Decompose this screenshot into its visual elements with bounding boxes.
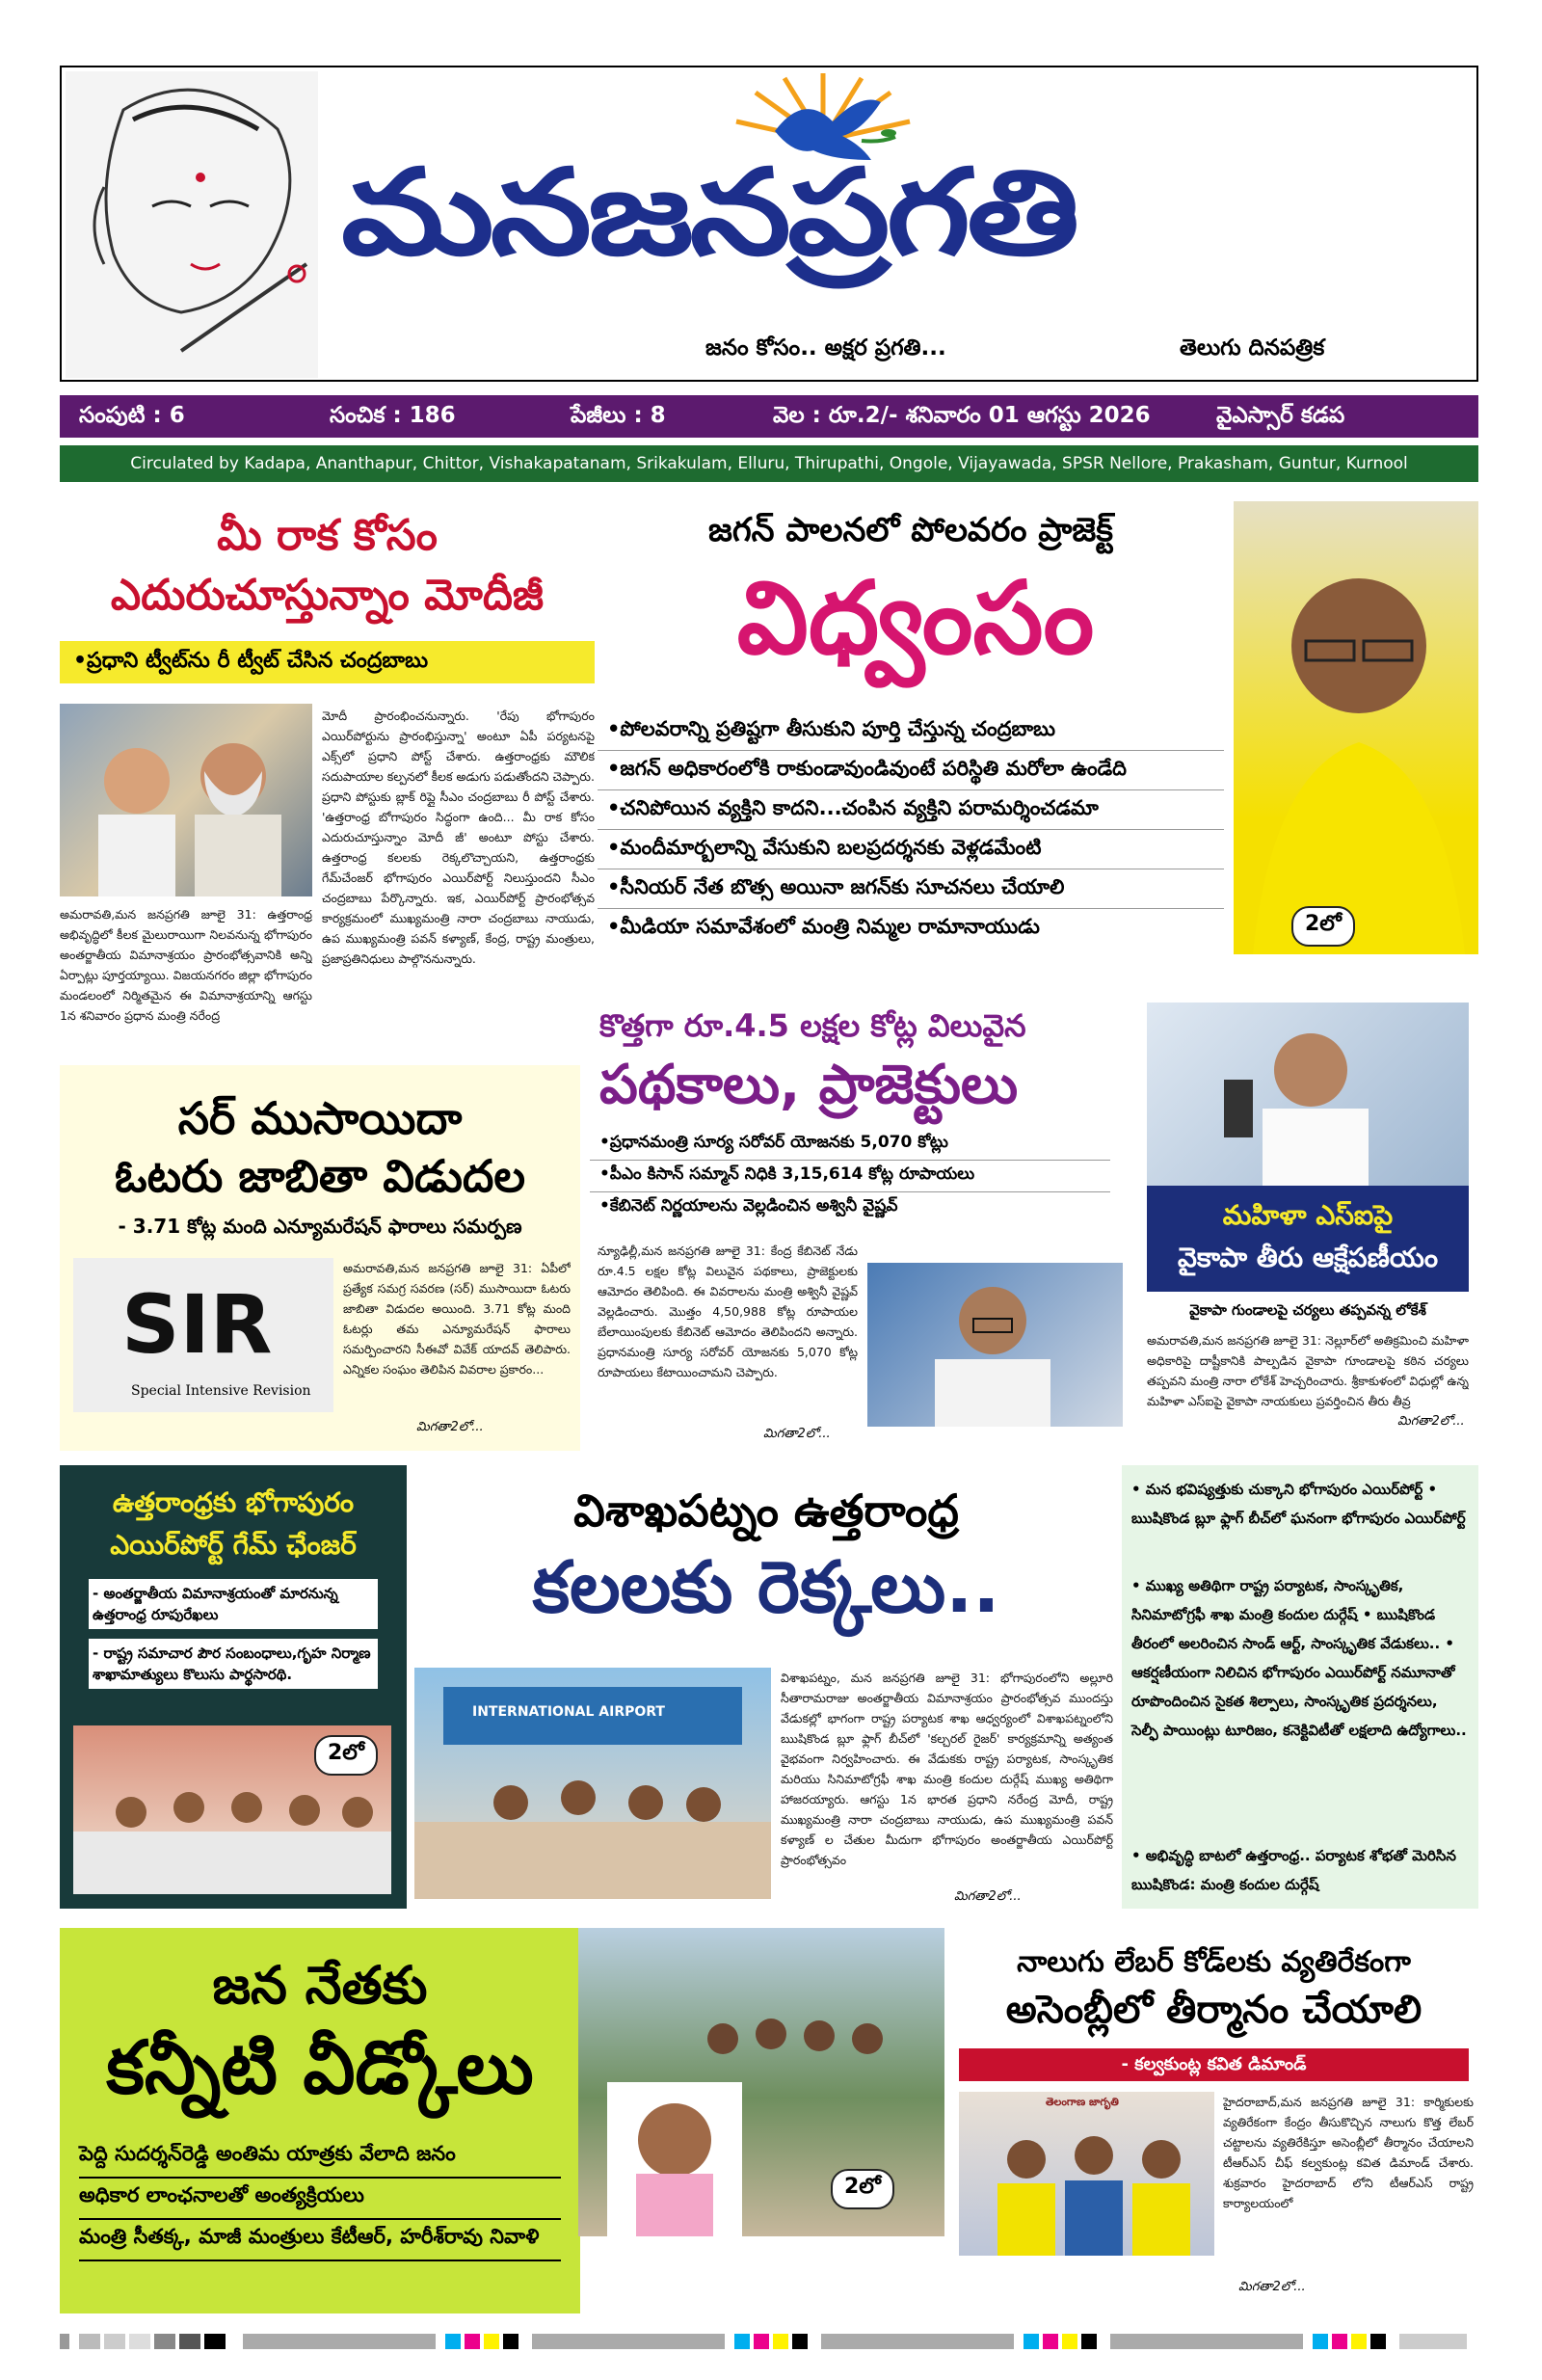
bullet-schemes: •కేబినెట్ నిర్ణయాలను వెల్లడించిన అశ్వినీ వైష్ణవ్ <box>599 1196 898 1216</box>
price-date-label: వెల : రూ.2/- శనివారం 01 ఆగస్టు 2026 <box>773 403 1151 428</box>
issue-info-bar <box>60 395 1478 438</box>
headline-modi-2: ఎదురుచూస్తున్నాం మోదీజీ <box>110 571 545 620</box>
headline-polavaram: విధ్వంసం <box>736 559 1095 677</box>
jump-labour: మిగతా2లో... <box>1238 2280 1306 2294</box>
volume-label: సంపుటి : 6 <box>79 403 185 428</box>
story-sir <box>60 1065 580 1451</box>
body-modi-right: మోదీ ప్రారంభించనున్నారు. 'రేపు భోగాపురం ఎయిర్‌పోర్టును ప్రారంభిస్తున్నా' అంటూ ఏపీ పర్యటనపై ఎక్స్‌లో ప్రధాని పోస్ట్ చేశారు. ఉత్తరాంధ్రకు మౌలిక సదుపాయాల కల్పనలో కీలక అడుగు పడుతోందని చెప్పారు. ప్రధాని పోస్టుకు బ్లాక్ రిప్లై సీఎం చంద్రబాబు రీ పోస్ట్ చేశారు. 'ఉత్తరాంధ్ర బోగాపురం సిద్ధంగా ఉంది... మీ రాక కోసం ఎదురుచూస్తున్నాం మోదీ జీ' అంటూ పోస్టు చేశారు. ఉత్తరాంధ్ర కలలకు రెక్కలొచ్చాయని, ఉత్తరాంధ్రకు గేమ్‌చేంజర్ భోగాపురం ఎయిర్‌పోర్ట్ నిలుస్తుందని సీఎం చంద్రబాబు పేర్కొన్నారు. ఇక, ఎయిర్‌పోర్ట్ ప్రారంభోత్సవ కార్యక్రమంలో ముఖ్యమంత్రి నారా చంద్రబాబు నాయుడు, ఉప ముఖ్యమంత్రి పవన్ కళ్యాణ్, కేంద్ర, రాష్ట్ర మంత్రులు, ప్రజాప్రతినిధులు పాల్గొననున్నారు. <box>322 709 595 966</box>
story-lokesh <box>1137 988 1478 1451</box>
lokesh-header-box <box>1147 1186 1469 1292</box>
body-lokesh: అమరావతి,మన జనప్రగతి జూలై 31: నెల్లూర్‌లో అతిక్రమించి మహిళా అధికారిపై దాష్టీకానికి పాల్పడిన వైకాపా గూండాలపై కఠిన చర్యలు తప్పవని మంత్రి నారా లోకేశ్ హెచ్చరించారు. శ్రీకాకుళంలో విధుల్లో ఉన్న మహిళా ఎస్ఐపై వైకాపా నాయకులు ప్రవర్తించిన తీరు తీవ్ర <box>1147 1333 1469 1408</box>
story-vizag <box>414 1465 1118 1909</box>
bullet-polavaram: •మందీమార్బలాన్ని వేసుకుని బలప్రదర్శనకు వెళ్లడమేంటి <box>607 836 1042 859</box>
body-sir: అమరావతి,మన జనప్రగతి జూలై 31: ఏపీలో ప్రత్యేక సమగ్ర సవరణ (సర్) ముసాయిదా ఓటరు జాబితా విడుదల అయింది. 3.71 కోట్ల మంది ఓటర్లు తమ ఎన్యూమరేషన్ ఫారాలు సమర్పించారని సీఈవో వివేక్ యాదవ్ తెలిపారు. ఎన్నికల సంఘం తెలిపిన వివరాల ప్రకారం... <box>343 1261 571 1377</box>
ashwini-vaishnaw-photo <box>867 1263 1123 1427</box>
headline-farewell-2: కన్నీటి వీడ్కోలు <box>106 2024 534 2110</box>
jump-polavaram: 2లో <box>1291 906 1355 947</box>
masthead <box>60 66 1478 382</box>
bullet-schemes: •ప్రధానమంత్రి సూర్య సరోవర్ యోజనకు 5,070 కోట్లు <box>599 1133 948 1152</box>
bullet-rushikonda: • మన భవిష్యత్తుకు చుక్కాని భోగాపురం ఎయిర్‌పోర్ట్ • ఋషికొండ బ్లూ ఫ్లాగ్ బీచ్‌లో ఘనంగా భోగాపురం ఎయిర్‌పోర్ట్ <box>1131 1481 1466 1527</box>
jump-schemes: మిగతా2లో... <box>763 1427 831 1441</box>
kicker-vizag: విశాఖపట్నం ఉత్తరాంధ్ర <box>573 1484 959 1537</box>
issue-label: సంచిక : 186 <box>330 403 456 428</box>
jump-bhogapuram: 2లో <box>314 1735 378 1776</box>
lokesh-photo <box>1147 1003 1469 1186</box>
stage-banner-text: INTERNATIONAL AIRPORT <box>472 1704 665 1720</box>
headline-labour: అసెంబ్లీలో తీర్మానం చేయాలి <box>1005 1988 1422 2032</box>
headline-farewell-1: జన నేతకు <box>212 1955 428 2016</box>
sir-logo-image <box>73 1258 333 1412</box>
sir-logo-text: SIR <box>121 1277 273 1372</box>
masthead-subtitle: తెలుగు దినపత్రిక <box>1180 335 1325 361</box>
kicker-polavaram: జగన్ పాలనలో పోలవరం ప్రాజెక్ట్ <box>707 511 1114 549</box>
subhead-bhogapuram-2: - రాష్ట్ర సమాచార పౌర సంబంధాలు,గృహ నిర్మాణ శాఖామాత్యులు కొలుసు పార్థసారథి. <box>89 1639 378 1689</box>
story-farewell <box>60 1928 580 2313</box>
parthasarathy-photo <box>73 1725 391 1894</box>
edition-label: వైఎస్సార్ కడప <box>1216 403 1345 428</box>
line-farewell-2: అధికార లాంఛనాలతో అంత్యక్రియలు <box>79 2183 561 2220</box>
jump-farewell: 2లో <box>831 2169 894 2209</box>
headline-bhogapuram-1: ఉత్తరాంధ్రకు భోగాపురం <box>112 1486 355 1518</box>
jump-vizag: మిగతా2లో... <box>954 1889 1022 1904</box>
masthead-tagline: జనం కోసం.. అక్షర ప్రగతి... <box>705 335 946 361</box>
cultural-riser-photo <box>414 1668 771 1899</box>
bullet-polavaram: •సీనియర్ నేత బొత్స అయినా జగన్‌కు సూచనలు చేయాలి <box>607 875 1065 898</box>
body-modi-left: అమరావతి,మన జనప్రగతి జూలై 31: ఉత్తరాంధ్ర అభివృద్ధిలో కీలక మైలురాయిగా నిలవనున్న భోగాపురం అంతర్జాతీయ విమానాశ్రయం ప్రారంభోత్సవానికి అన్ని ఏర్పాట్లు పూర్తయ్యాయి. విజయనగరం జిల్లా భోగాపురం మండలంలో నిర్మితమైన ఈ విమానాశ్రయాన్ని ఆగస్టు 1న శనివారం ప్రధాన మంత్రి నరేంద్ర <box>60 907 312 1023</box>
subhead-bhogapuram-1: - అంతర్జాతీయ విమానాశ్రయంతో మారనున్న ఉత్తరాంధ్ర రూపురేఖలు <box>89 1579 378 1629</box>
story-polavaram <box>598 492 1478 974</box>
sir-logo-caption: Special Intensive Revision <box>131 1383 311 1399</box>
subhead-labour: - కల్వకుంట్ల కవిత డిమాండ్ <box>959 2048 1469 2081</box>
subhead-modi: •ప్రధాని ట్వీట్‌ను రీ ట్వీట్ చేసిన చంద్రబాబు <box>60 641 595 683</box>
bullet-polavaram: •మీడియా సమావేశంలో మంత్రి నిమ్మల రామానాయుడు <box>607 915 1040 938</box>
kicker-schemes: కొత్తగా రూ.4.5 లక్షల కోట్ల విలువైన <box>599 1007 1026 1044</box>
headline-sir-1: సర్ ముసాయిదా <box>177 1092 463 1144</box>
headline-vizag: కలలకు రెక్కలు.. <box>532 1546 1000 1629</box>
subhead-lokesh: వైకాపా గుండాలపై చర్యలు తప్పవన్న లోకేశ్ <box>1189 1301 1426 1319</box>
registration-bar <box>60 2331 1478 2352</box>
story-rushikonda <box>1122 1465 1478 1909</box>
modi-chandrababu-photo <box>60 704 312 896</box>
headline-schemes: పథకాలు, ప్రాజెక్టులు <box>599 1054 1019 1116</box>
funeral-photo <box>578 1928 944 2236</box>
subhead-sir: - 3.71 కోట్ల మంది ఎన్యూమరేషన్ ఫారాలు సమర్పణ <box>118 1215 522 1238</box>
bullet-polavaram: •జగన్ అధికారంలోకి రాకుండావుండివుంటే పరిస్థితి మరోలా ఉండేది <box>607 757 1128 780</box>
story-bhogapuram <box>60 1465 407 1909</box>
bullet-polavaram: •చనిపోయిన వ్యక్తిని కాదని...చంపిన వ్యక్తిని పరామర్శించడమా <box>607 796 1099 819</box>
body-schemes: న్యూఢిల్లీ,మన జనప్రగతి జూలై 31: కేంద్ర కేబినెట్ నేడు రూ.4.5 లక్షల కోట్ల విలువైన పథకాలు, ప్రాజెక్టులకు ఆమోదం తెలిపింది. ఈ వివరాలను మంత్రి అశ్వినీ వైష్ణవ్ వెల్లడించారు. మొత్తం 4,50,988 కోట్ల రూపాయల బేలాయింపులకు కేబినెట్ ఆమోదం తెలిపిందని అన్నారు. ప్రధానమంత్రి సూర్య సరోవర్ యోజనకు 5,070 కోట్ల రూపాయలు కేటాయించామని చెప్పారు. <box>598 1243 858 1379</box>
bullets-schemes <box>590 1129 1110 1223</box>
headline-sir-2: ఓటరు జాబితా విడుదల <box>115 1150 525 1202</box>
headline-lokesh-2: వైకాపా తీరు ఆక్షేపణీయం <box>1177 1242 1439 1273</box>
headline-bhogapuram-2: ఎయిర్‌పోర్ట్ గేమ్ ఛేంజర్ <box>110 1529 357 1561</box>
jump-lokesh: మిగతా2లో... <box>1397 1414 1465 1429</box>
line-farewell-3: మంత్రి సీతక్క, మాజీ మంత్రులు కేటీఆర్, హరీశ్‌రావు నివాళి <box>79 2225 561 2261</box>
story-labour <box>949 1928 1478 2313</box>
headline-lokesh-1: మహిళా ఎస్ఐపై <box>1222 1199 1394 1231</box>
kicker-labour: నాలుగు లేబర్ కోడ్‌లకు వ్యతిరేకంగా <box>1017 1945 1411 1979</box>
bullet-polavaram: •పోలవరాన్ని ప్రతిష్టగా తీసుకుని పూర్తి చేస్తున్న చంద్రబాబు <box>607 717 1056 740</box>
minister-photo <box>1234 501 1478 954</box>
line-farewell-1: పెద్ది సుదర్శన్‌రెడ్డి అంతిమ యాత్రకు వేలాది జనం <box>79 2142 561 2179</box>
bullet-rushikonda: • అభివృద్ధి బాటలో ఉత్తరాంధ్ర.. పర్యాటక శోభతో మెరిసిన ఋషికొండ: మంత్రి కందుల దుర్గేష్ <box>1131 1847 1456 1893</box>
body-vizag: విశాఖపట్నం, మన జనప్రగతి జూలై 31: భోగాపురంలోని అల్లూరి సీతారామరాజు అంతర్జాతీయ విమానాశ్రయం ప్రారంభోత్సవ ముందస్తు వేడుకల్లో భాగంగా రాష్ట్ర పర్యాటక శాఖ ఆధ్వర్యంలో విశాఖపట్నంలోని ఋషికొండ బ్లూ ఫ్లాగ్ బీచ్‌లో 'కల్చరల్ రైజర్' కార్యక్రమాన్ని అత్యంత వైభవంగా నిర్వహించారు. ఈ వేడుకకు రాష్ట్ర పర్యాటక, సాంస్కృతిక మరియు సినిమాటోగ్రఫీ శాఖ మంత్రి కందుల దుర్గేష్ ముఖ్య అతిథిగా హాజరయ్యారు. ఆగస్టు 1న భారత ప్రధాని నరేంద్ర మోదీ, రాష్ట్ర ముఖ్యమంత్రి నారా చంద్రబాబు నాయుడు, ఉప ముఖ్యమంత్రి పవన్ కళ్యాణ్ ల చేతుల మీదుగా భోగాపురం అంతర్జాతీయ ఎయిర్‌పోర్ట్ ప్రారంభోత్సవం <box>781 1671 1113 1867</box>
kavitha-banner-text: తెలంగాణ జాగృతి <box>1046 2096 1119 2108</box>
newspaper-title: మనజనప్రగతి <box>341 143 1077 282</box>
story-modi <box>60 492 595 1031</box>
pages-label: పేజీలు : 8 <box>571 403 666 428</box>
headline-modi-1: మీ రాక కోసం <box>217 511 438 560</box>
jump-sir: మిగతా2లో... <box>416 1420 484 1434</box>
bullet-rushikonda: • ముఖ్య అతిథిగా రాష్ట్ర పర్యాటక, సాంస్కృతిక, సినిమాటోగ్రఫీ శాఖ మంత్రి కందుల దుర్గేష్ • ఋషికొండ తీరంలో అలరించిన సాండ్ ఆర్ట్, సాంస్కృతిక వేడుకలు.. • ఆకర్షణీయంగా నిలిచిన భోగాపురం ఎయిర్‌పోర్ట్ నమూనాతో రూపొందించిన సైకత శిల్పాలు, సాంస్కృతిక ప్రదర్శనలు, సెల్ఫీ పాయింట్లు టూరిజం, కనెక్టివిటీతో లక్షలాది ఉద్యోగాలు.. <box>1131 1577 1467 1739</box>
story-schemes <box>590 988 1134 1451</box>
bullet-schemes: •పీఎం కిసాన్ సమ్మాన్ నిధికి 3,15,614 కోట్ల రూపాయలు <box>599 1164 975 1184</box>
circulation-bar: Circulated by Kadapa, Ananthapur, Chittor, Vishakapatanam, Srikakulam, Elluru, Thirupathi, Ongole, Vijayawada, SPSR Nellore, Prakasham, Guntur, Kurnool <box>60 445 1478 482</box>
body-labour: హైదరాబాద్,మన జనప్రగతి జూలై 31: కార్మికులకు వ్యతిరేకంగా కేంద్రం తీసుకొచ్చిన నాలుగు కొత్త లేబర్ చట్టాలను వ్యతిరేకిస్తూ అసెంబ్లీలో తీర్మానం చేయాలని టీఆర్ఎస్ చీఫ్ కల్వకుంట్ల కవిత డిమాండ్ చేశారు. శుక్రవారం హైదరాబాద్ లోని టీఆర్ఎస్ రాష్ట్ర కార్యాలయంలో <box>1223 2095 1474 2210</box>
bullets-polavaram <box>598 711 1224 948</box>
kavitha-photo <box>959 2092 1214 2256</box>
krishna-sketch-logo <box>66 71 318 378</box>
